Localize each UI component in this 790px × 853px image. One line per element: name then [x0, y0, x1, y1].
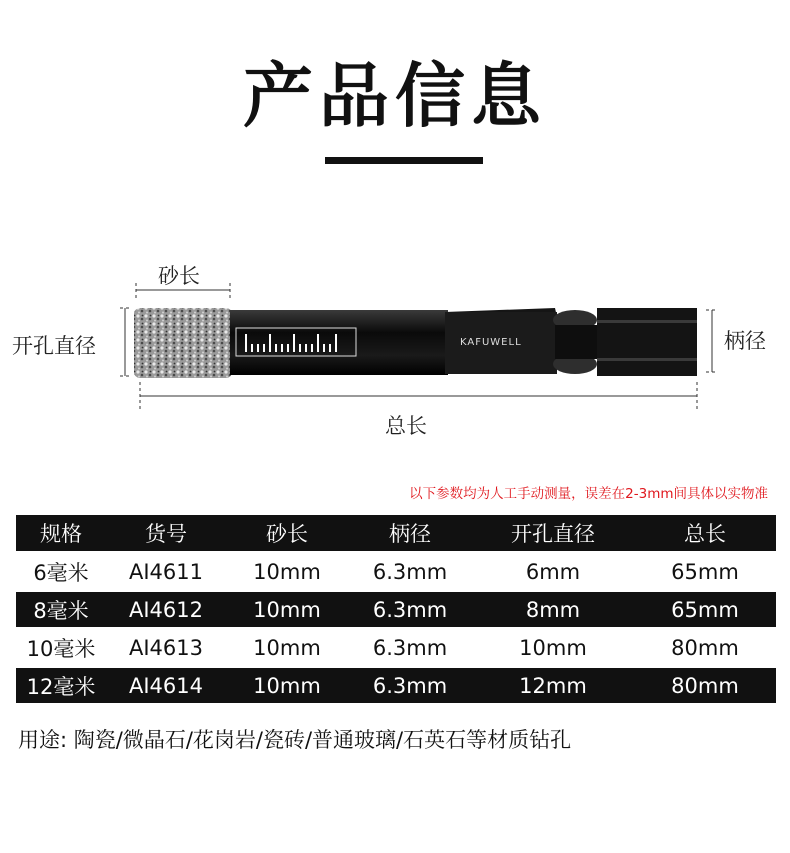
header-spec: 规格 — [40, 522, 82, 546]
cell-sand-length: 10mm — [253, 635, 321, 660]
cell-spec: 8毫米 — [33, 598, 89, 623]
cell-hole-diameter: 6mm — [525, 559, 581, 584]
header-total-length: 总长 — [684, 522, 726, 546]
cell-shank: 6.3mm — [372, 635, 448, 660]
table-header-row — [16, 515, 776, 551]
sand-length-label: 砂长 — [158, 264, 200, 288]
cell-item-no: AI4612 — [128, 597, 203, 622]
cell-shank: 6.3mm — [372, 559, 448, 584]
shank-diameter-label: 柄径 — [724, 329, 766, 353]
table-row — [16, 630, 776, 665]
measurement-notice: 以下参数均为人工手动测量，误差在2-3mm间具体以实物准 — [409, 486, 768, 502]
spec-table — [16, 515, 776, 706]
header-hole-diameter: 开孔直径 — [511, 522, 595, 546]
cell-hole-diameter: 10mm — [519, 635, 587, 660]
cell-hole-diameter: 8mm — [525, 597, 581, 622]
cell-spec: 12毫米 — [26, 674, 96, 699]
total-length-label: 总长 — [385, 414, 427, 438]
cell-sand-length: 10mm — [253, 597, 321, 622]
hole-diameter-label: 开孔直径 — [12, 334, 96, 358]
cell-hole-diameter: 12mm — [519, 673, 587, 698]
brand-text: KAFUWELL — [460, 337, 522, 348]
header-item-no: 货号 — [145, 522, 187, 546]
cell-item-no: AI4614 — [128, 673, 203, 698]
table-row — [16, 554, 776, 589]
page-title: 产品信息 — [243, 55, 547, 137]
cell-spec: 6毫米 — [33, 560, 89, 585]
usage-text: 用途: 陶瓷/微晶石/花岗岩/瓷砖/普通玻璃/石英石等材质钻孔 — [18, 728, 572, 752]
cell-item-no: AI4611 — [128, 559, 203, 584]
title-underline — [325, 157, 483, 164]
cell-total-length: 80mm — [671, 673, 739, 698]
cell-total-length: 65mm — [671, 597, 739, 622]
cell-total-length: 80mm — [671, 635, 739, 660]
cell-sand-length: 10mm — [253, 673, 321, 698]
cell-total-length: 65mm — [671, 559, 739, 584]
table-row — [16, 668, 776, 703]
cell-shank: 6.3mm — [372, 673, 448, 698]
cell-shank: 6.3mm — [372, 597, 448, 622]
cell-sand-length: 10mm — [253, 559, 321, 584]
header-shank: 柄径 — [389, 522, 431, 546]
drill-bit-diagram — [0, 250, 790, 440]
cell-item-no: AI4613 — [128, 635, 203, 660]
cell-spec: 10毫米 — [26, 636, 96, 661]
table-row — [16, 592, 776, 627]
header-sand-length: 砂长 — [266, 522, 308, 546]
